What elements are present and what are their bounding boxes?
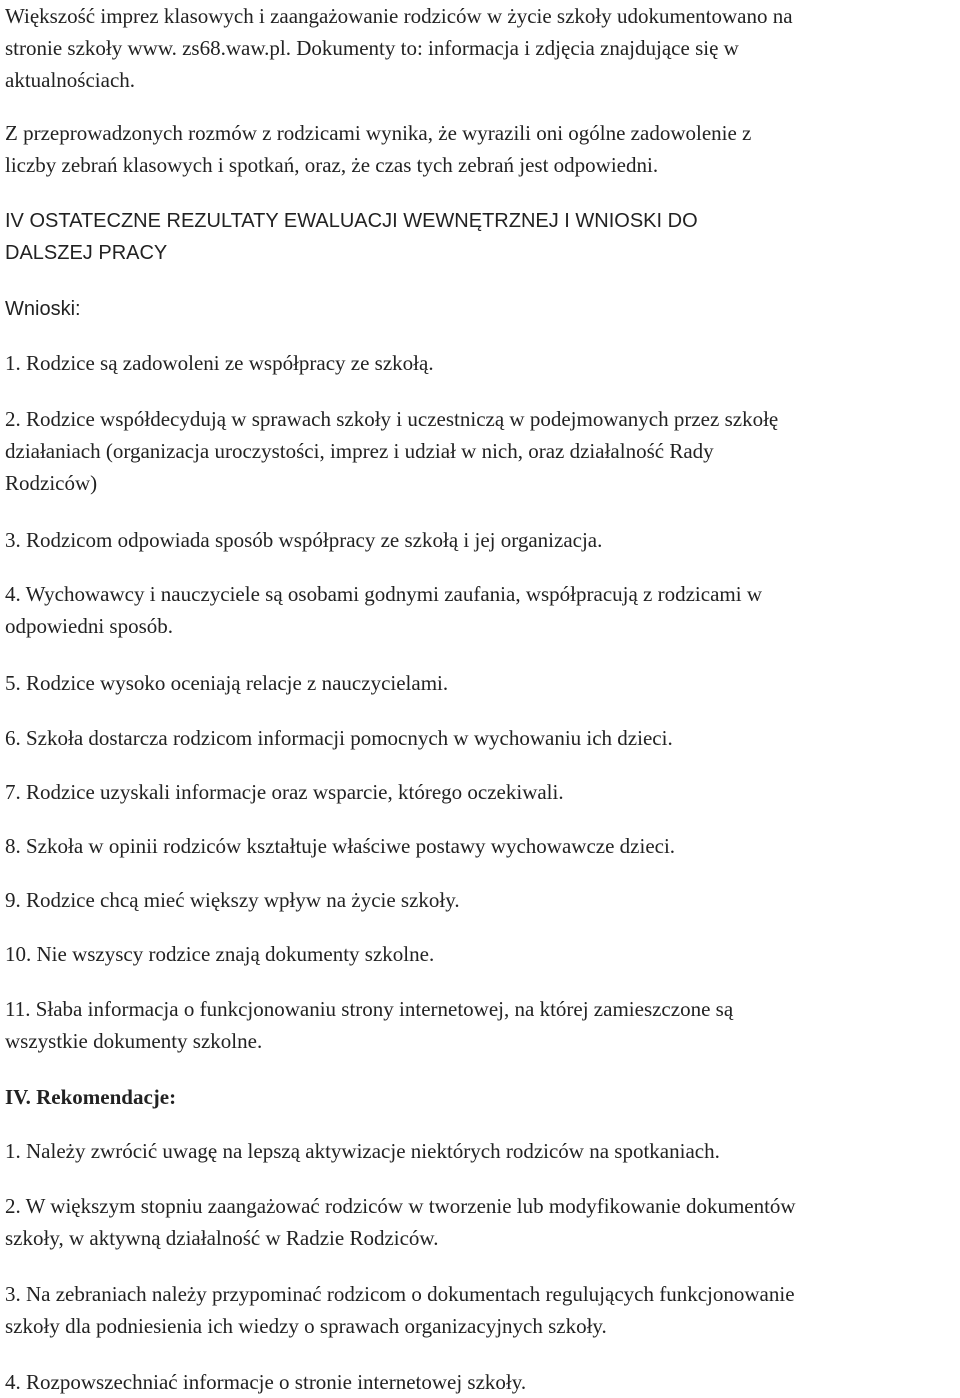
section-heading [5, 205, 955, 269]
intro-paragraph-2 [5, 117, 955, 181]
conclusion-item [5, 722, 955, 754]
text-line: 4. Rozpowszechniać informacje o stronie internetowej szkoły. [5, 1370, 527, 1394]
conclusions-label: Wnioski: [5, 298, 81, 320]
text-line: 11. Słaba informacja o funkcjonowaniu strony internetowej, na której zamieszczone są [5, 997, 734, 1021]
text-line: Większość imprez klasowych i zaangażowanie rodziców w życie szkoły udokumentowano na [5, 4, 793, 28]
text-line: 3. Rodzicom odpowiada sposób współpracy ze szkołą i jej organizacja. [5, 528, 603, 552]
conclusion-item [5, 938, 955, 970]
text-line: aktualnościach. [5, 68, 136, 92]
recommendation-item [5, 1278, 955, 1342]
conclusion-item [5, 884, 955, 916]
text-line: szkoły dla podniesienia ich wiedzy o sprawach organizacyjnych szkoły. [5, 1314, 607, 1338]
conclusion-item [5, 403, 955, 499]
intro-paragraph-1 [5, 0, 955, 96]
text-line: 6. Szkoła dostarcza rodzicom informacji pomocnych w wychowaniu ich dzieci. [5, 726, 673, 750]
recommendation-item [5, 1190, 955, 1254]
heading-line: DALSZEJ PRACY [5, 242, 168, 264]
text-line: wszystkie dokumenty szkolne. [5, 1029, 263, 1053]
recommendations-heading: IV. Rekomendacje: [5, 1085, 177, 1109]
recommendation-item [5, 1135, 955, 1167]
conclusion-item [5, 776, 955, 808]
conclusion-item [5, 347, 955, 379]
text-line: Rodziców) [5, 471, 98, 495]
heading-line: IV OSTATECZNE REZULTATY EWALUACJI WEWNĘTRZNEJ I WNIOSKI DO [5, 210, 698, 232]
conclusion-item [5, 993, 955, 1057]
recommendation-item [5, 1366, 955, 1398]
text-line: stronie szkoły www. zs68.waw.pl. Dokumenty to: informacja i zdjęcia znajdujące się w [5, 36, 739, 60]
text-line: 10. Nie wszyscy rodzice znają dokumenty szkolne. [5, 942, 435, 966]
text-line: liczby zebrań klasowych i spotkań, oraz, że czas tych zebrań jest odpowiedni. [5, 153, 659, 177]
text-line: 9. Rodzice chcą mieć większy wpływ na życie szkoły. [5, 888, 460, 912]
conclusion-item [5, 524, 955, 556]
text-line: 1. Rodzice są zadowoleni ze współpracy ze szkołą. [5, 351, 434, 375]
text-line: działaniach (organizacja uroczystości, imprez i udział w nich, oraz działalność Rady [5, 439, 714, 463]
text-line: Z przeprowadzonych rozmów z rodzicami wynika, że wyrazili oni ogólne zadowolenie z [5, 121, 752, 145]
conclusion-item [5, 578, 955, 642]
text-line: 4. Wychowawcy i nauczyciele są osobami godnymi zaufania, współpracują z rodzicami w [5, 582, 762, 606]
text-line: 3. Na zebraniach należy przypominać rodzicom o dokumentach regulujących funkcjonowanie [5, 1282, 795, 1306]
conclusion-item [5, 830, 955, 862]
conclusion-item [5, 667, 955, 699]
text-line: szkoły, w aktywną działalność w Radzie Rodziców. [5, 1226, 439, 1250]
text-line: 2. Rodzice współdecydują w sprawach szkoły i uczestniczą w podejmowanych przez szkołę [5, 407, 779, 431]
text-line: 8. Szkoła w opinii rodziców kształtuje właściwe postawy wychowawcze dzieci. [5, 834, 676, 858]
text-line: 2. W większym stopniu zaangażować rodziców w tworzenie lub modyfikowanie dokumentów [5, 1194, 796, 1218]
text-line: odpowiedni sposób. [5, 614, 173, 638]
text-line: 5. Rodzice wysoko oceniają relacje z nauczycielami. [5, 671, 449, 695]
text-line: 7. Rodzice uzyskali informacje oraz wsparcie, którego oczekiwali. [5, 780, 564, 804]
text-line: 1. Należy zwrócić uwagę na lepszą aktywizacje niektórych rodziców na spotkaniach. [5, 1139, 720, 1163]
